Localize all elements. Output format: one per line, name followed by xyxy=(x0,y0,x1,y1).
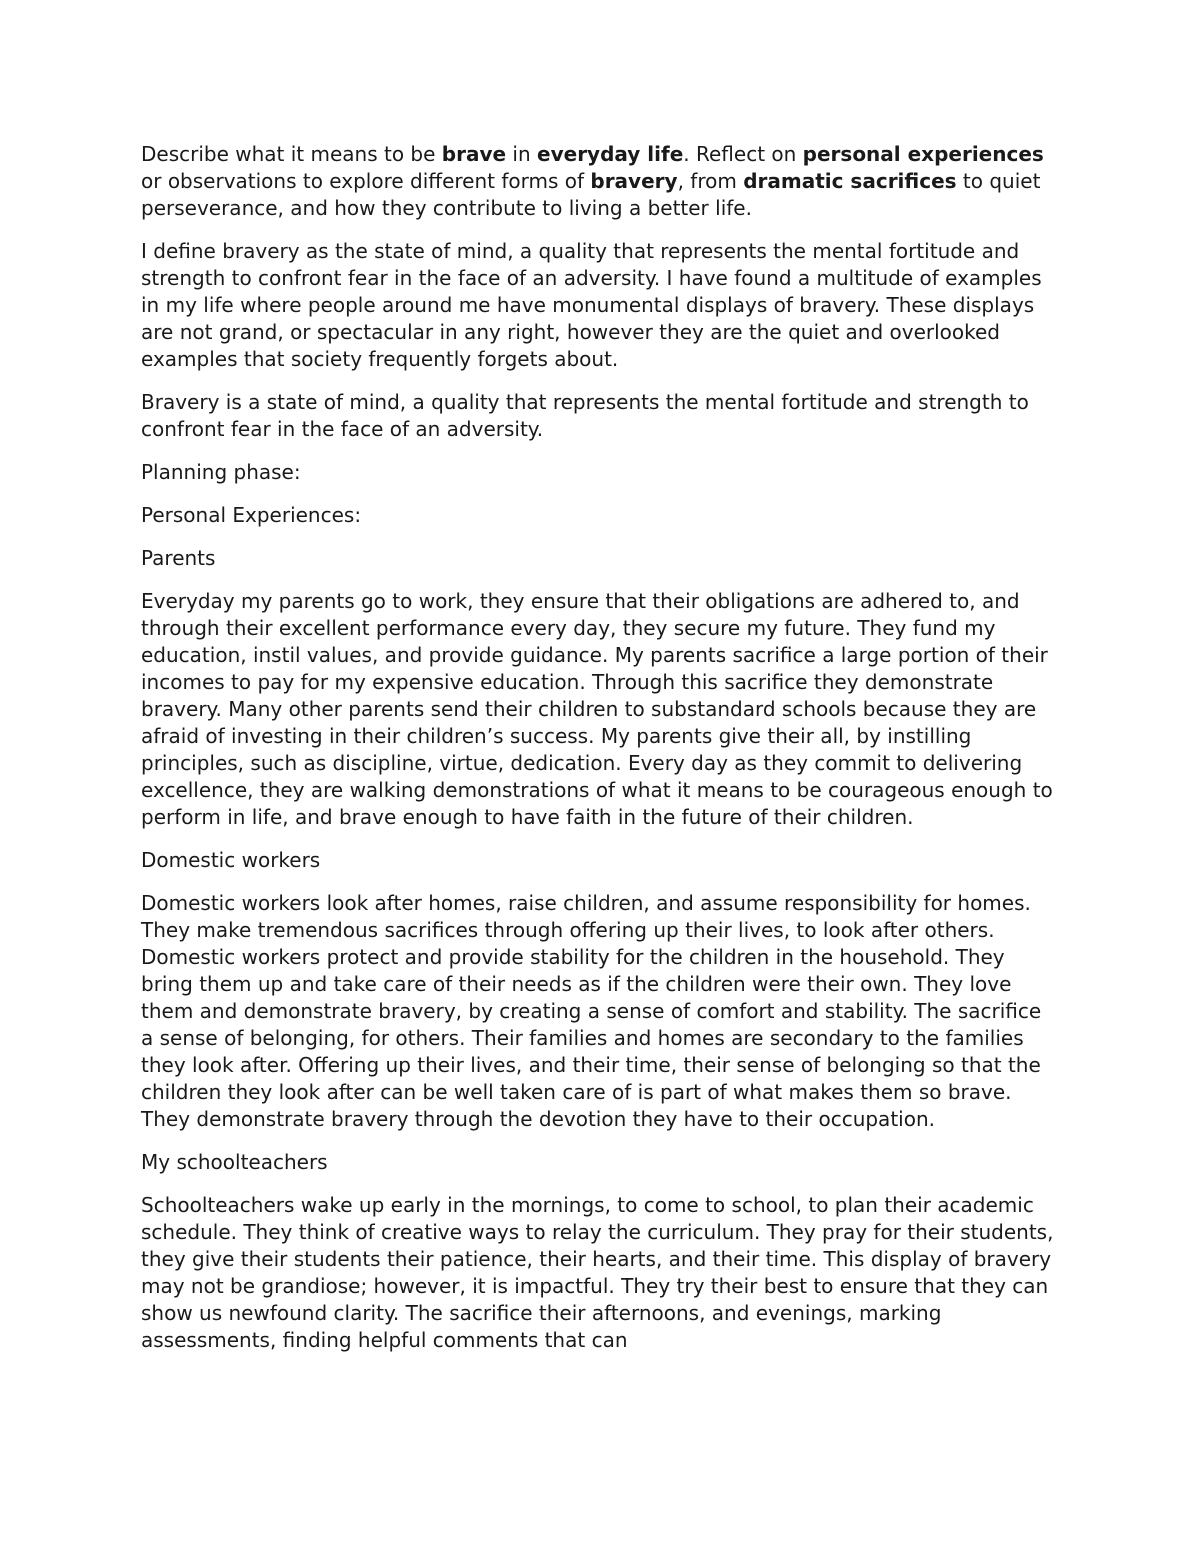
prompt-keyword-dramatic-sacrifices: dramatic sacrifices xyxy=(743,169,957,193)
definition-paragraph: Bravery is a state of mind, a quality that represents the mental fortitude and strength to confront fear in the face of an adversity. xyxy=(141,390,1029,441)
document-body xyxy=(141,141,1059,1370)
parents-paragraph: Everyday my parents go to work, they ensure that their obligations are adhered to, and through their excellent performance every day, they secure my future. They fund my education, instil values, and provide guidance. My parents sacrifice a large portion of their incomes to pay for my expensive education. Through this sacrifice they demonstrate bravery. Many other parents send their children to substandard schools because they are afraid of investing in their children’s success. My parents give their all, by instilling principles, such as discipline, virtue, dedication. Every day as they commit to delivering excellence, they are walking demonstrations of what it means to be courageous enough to perform in life, and brave enough to have faith in the future of their children. xyxy=(141,589,1053,829)
prompt-text-2: in xyxy=(506,142,538,166)
prompt-keyword-brave: brave xyxy=(441,142,507,166)
domestic-workers-heading: Domestic workers xyxy=(141,848,321,872)
prompt-keyword-everyday-life: everyday life xyxy=(537,142,684,166)
prompt-keyword-personal-experiences: personal experiences xyxy=(802,142,1044,166)
domestic-workers-paragraph: Domestic workers look after homes, raise children, and assume responsibility for homes. They make tremendous sacrifices through offering up their lives, to look after others. Domestic workers protect and provide stability for the children in the household. They bring them up and take care of their needs as if the children were their own. They love them and demonstrate bravery, by creating a sense of comfort and stability. The sacrifice a sense of belonging, for others. Their families and homes are secondary to the families they look after. Offering up their lives, and their time, their sense of belonging so that the children they look after can be well taken care of is part of what makes them so brave. They demonstrate bravery through the devotion they have to their occupation. xyxy=(141,891,1042,1131)
prompt-text-5: , from xyxy=(677,169,744,193)
prompt-text-4: or observations to explore different forms of xyxy=(141,169,591,193)
parents-heading: Parents xyxy=(141,546,216,570)
prompt-text-6: to quiet perseverance, and how they contribute to living a better life. xyxy=(141,169,1041,220)
schoolteachers-paragraph: Schoolteachers wake up early in the mornings, to come to school, to plan their academic schedule. They think of creative ways to relay the curriculum. They pray for their students, they give their students their patience, their hearts, and their time. This display of bravery may not be grandiose; however, it is impactful. They try their best to ensure that they can show us newfound clarity. The sacrifice their afternoons, and evenings, marking assessments, finding helpful comments that can xyxy=(141,1193,1054,1352)
essay-prompt xyxy=(141,141,1059,222)
intro-paragraph: I define bravery as the state of mind, a quality that represents the mental fortitude and strength to confront fear in the face of an adversity. I have found a multitude of examples in my life where people around me have monumental displays of bravery. These displays are not grand, or spectacular in any right, however they are the quiet and overlooked examples that society frequently forgets about. xyxy=(141,239,1042,371)
experiences-heading: Personal Experiences: xyxy=(141,503,362,527)
planning-heading: Planning phase: xyxy=(141,460,301,484)
prompt-keyword-bravery: bravery xyxy=(590,169,678,193)
schoolteachers-heading: My schoolteachers xyxy=(141,1150,328,1174)
prompt-text-3: . Reflect on xyxy=(683,142,803,166)
prompt-text-1: Describe what it means to be xyxy=(141,142,442,166)
